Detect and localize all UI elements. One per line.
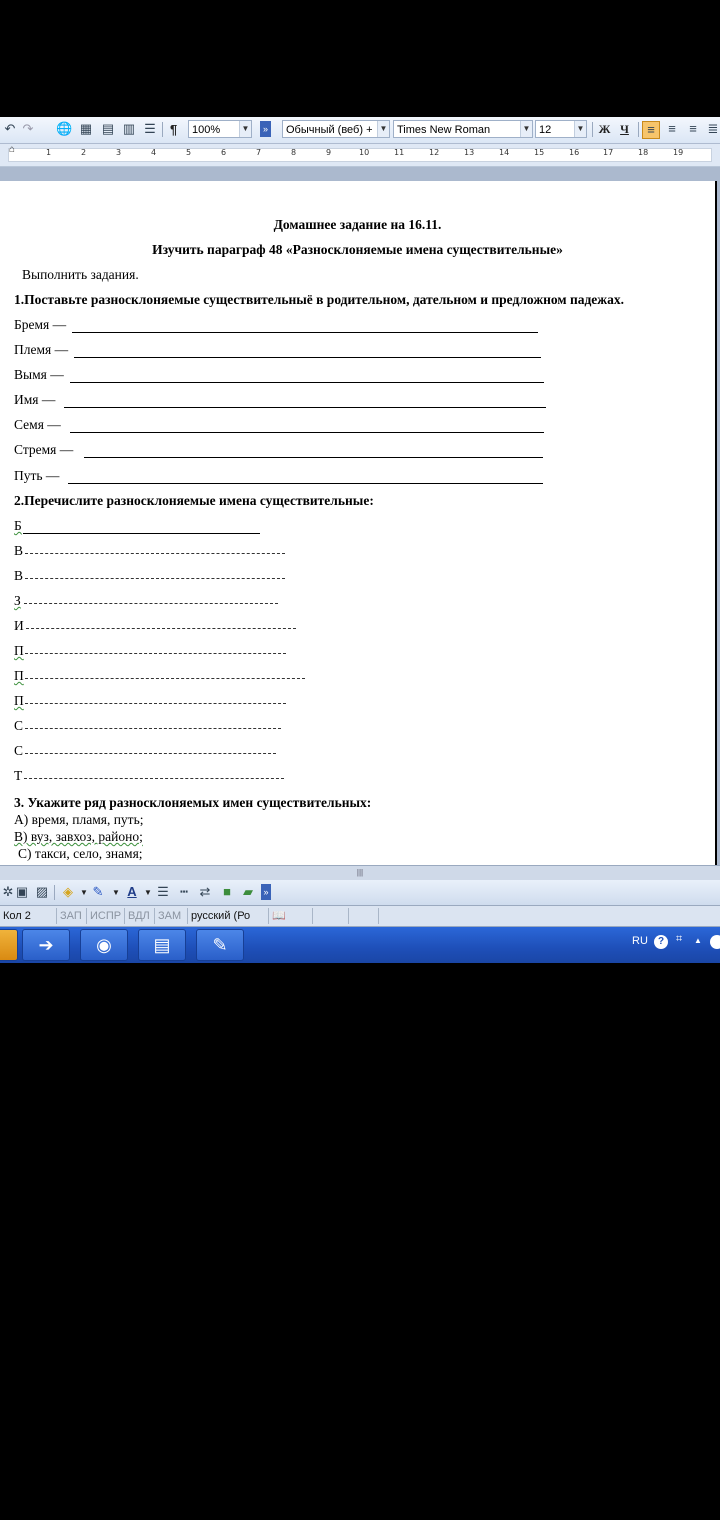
speaker-icon[interactable] [710, 935, 720, 949]
start-button[interactable] [0, 929, 18, 961]
answer-line [84, 457, 543, 458]
answer-line [64, 407, 546, 408]
ruler-tick: 6 [221, 148, 227, 157]
letter-line: П [14, 693, 24, 708]
ruler-tick: 5 [186, 148, 192, 157]
fill-color-icon[interactable]: ◈ [63, 884, 73, 899]
answer-dashes [25, 728, 281, 729]
underline-button[interactable]: Ч [620, 122, 629, 136]
columns-icon[interactable]: ☰ [144, 121, 156, 136]
horizontal-scrollbar[interactable] [0, 865, 720, 880]
answer-line [23, 533, 260, 534]
chevron-up-icon[interactable]: ▲ [694, 936, 702, 945]
ruler-tick: 8 [291, 148, 297, 157]
letter-line: З [14, 593, 21, 608]
taskbar-app-browser[interactable]: ➔ [22, 929, 70, 961]
answer-dashes [25, 753, 276, 754]
taskbar-app-player[interactable]: ◉ [80, 929, 128, 961]
toolbar-options-icon[interactable]: » [260, 121, 271, 137]
letter-line: И [14, 618, 24, 633]
document-page[interactable] [0, 181, 717, 865]
indent-marker-icon[interactable]: ⌂ [9, 144, 16, 155]
extend-indicator[interactable]: ВДЛ [124, 908, 153, 924]
option-item: В) вуз, завхоз, районо; [14, 829, 143, 844]
hyperlink-icon[interactable]: 🌐 [56, 121, 73, 136]
clipart-icon[interactable]: ▣ [15, 884, 29, 899]
taskbar-app-documents[interactable]: ▤ [138, 929, 186, 961]
style-value: Обычный (веб) + [286, 124, 373, 136]
answer-dashes [25, 653, 286, 654]
letter-line: П [14, 643, 24, 658]
font-select[interactable] [393, 120, 533, 138]
word-line: Семя — [14, 417, 61, 432]
chevron-down-icon[interactable]: ▼ [80, 888, 88, 897]
horizontal-ruler[interactable] [0, 144, 720, 167]
task-1-heading: 1.Поставьте разносклоняемые существительныё в родительном, дательном и предложном падежах. [14, 292, 624, 307]
letter-line: Т [14, 768, 23, 783]
ruler-tick: 18 [638, 148, 649, 157]
chevron-down-icon[interactable]: ▼ [112, 888, 120, 897]
align-center-icon[interactable]: ≡ [668, 121, 676, 136]
answer-dashes [25, 578, 285, 579]
zoom-select[interactable] [188, 120, 252, 138]
toolbar-separator [638, 122, 639, 137]
picture-icon[interactable]: ▨ [35, 884, 49, 899]
status-bar [0, 906, 720, 927]
answer-dashes [25, 553, 285, 554]
language-tray[interactable]: RU [632, 935, 648, 947]
shadow-icon[interactable]: ■ [223, 884, 231, 899]
chevron-down-icon: ▼ [239, 121, 251, 137]
letter-line: С [14, 743, 24, 758]
network-icon[interactable]: ⌗ [676, 933, 683, 945]
answer-line [70, 432, 544, 433]
word-line: Стремя — [14, 442, 74, 457]
font-size-value: 12 [539, 124, 552, 136]
ruler-tick: 4 [151, 148, 157, 157]
letter-line: Б [14, 518, 22, 533]
answer-line [72, 332, 538, 333]
show-formatting-icon[interactable]: ¶ [170, 122, 178, 137]
ruler-tick: 3 [116, 148, 122, 157]
toolbar-separator [592, 122, 593, 137]
taskbar-app-paint[interactable]: ✎ [196, 929, 244, 961]
toolbar-separator [54, 885, 55, 900]
ruler-tick: 7 [256, 148, 262, 157]
answer-dashes [26, 628, 296, 629]
chevron-down-icon[interactable]: ▼ [144, 888, 152, 897]
letter-line: П [14, 668, 24, 683]
ruler-tick: 14 [499, 148, 510, 157]
status-slot [312, 908, 349, 924]
ruler-tick: 15 [534, 148, 545, 157]
answer-line [68, 483, 543, 484]
gear-icon[interactable]: ✲ [2, 884, 14, 899]
answer-dashes [25, 678, 305, 679]
align-left-icon[interactable]: ≡ [642, 121, 660, 139]
doc-instruction: Выполнить задания. [22, 267, 139, 282]
undo-icon[interactable]: ↶ [4, 121, 16, 136]
zoom-value: 100% [192, 124, 221, 136]
insert-excel-icon[interactable]: ▥ [122, 121, 136, 136]
track-changes-indicator[interactable]: ИСПР [86, 908, 124, 924]
word-line: Бремя — [14, 317, 67, 332]
word-line: Имя — [14, 392, 56, 407]
toolbar-options-icon[interactable]: » [261, 884, 271, 900]
insert-table-icon[interactable]: ▤ [101, 121, 115, 136]
answer-dashes [24, 778, 284, 779]
taskbar [0, 927, 720, 963]
task-2-heading: 2.Перечислите разносклоняемые имена существительные: [14, 493, 374, 508]
doc-title: Домашнее задание на 16.11. [273, 217, 442, 232]
arrow-style-icon[interactable]: ⇄ [199, 884, 211, 899]
style-select[interactable] [282, 120, 390, 138]
help-icon[interactable]: ? [654, 935, 668, 949]
answer-dashes [24, 603, 278, 604]
spelling-status-icon[interactable]: 📖 [268, 908, 289, 924]
status-slot [378, 908, 411, 924]
answer-line [74, 357, 541, 358]
answer-dashes [25, 703, 286, 704]
overtype-indicator[interactable]: ЗАМ [154, 908, 184, 924]
toolbar-separator [162, 122, 163, 137]
align-right-icon[interactable]: ≡ [689, 121, 697, 136]
ruler-tick: 2 [81, 148, 87, 157]
language-indicator[interactable]: русский (Ро [187, 908, 253, 924]
ruler-tick: 11 [394, 148, 405, 157]
option-item: А) время, пламя, путь; [14, 812, 144, 827]
grip-icon: ||| [356, 868, 364, 877]
ruler-tick: 10 [359, 148, 370, 157]
ruler-tick: 9 [326, 148, 332, 157]
option-item: С) такси, село, знамя; [18, 846, 143, 861]
word-line: Племя — [14, 342, 69, 357]
tables-borders-icon[interactable]: ▦ [79, 121, 93, 136]
column-indicator: Кол 2 [3, 910, 31, 922]
line-color-icon[interactable]: ✎ [92, 884, 104, 899]
chevron-down-icon: ▼ [574, 121, 586, 137]
doc-subtitle: Изучить параграф 48 «Разносклоняемые имена существительные» [152, 242, 563, 257]
justify-icon[interactable]: ≣ [707, 121, 719, 136]
chevron-down-icon: ▼ [520, 121, 532, 137]
font-size-select[interactable] [535, 120, 587, 138]
status-slot [348, 908, 377, 924]
letter-line: В [14, 543, 24, 558]
chevron-down-icon: ▼ [377, 121, 389, 137]
drawing-toolbar [0, 880, 720, 906]
formatting-toolbar [0, 117, 720, 144]
bold-button[interactable]: Ж [598, 122, 611, 136]
font-color-icon[interactable]: A [127, 884, 137, 899]
record-indicator[interactable]: ЗАП [56, 908, 85, 924]
redo-icon[interactable]: ↷ [22, 121, 34, 136]
dash-style-icon[interactable]: ┅ [180, 884, 188, 899]
letter-line: В [14, 568, 24, 583]
font-value: Times New Roman [397, 124, 491, 136]
word-line: Вымя — [14, 367, 64, 382]
ruler-tick: 16 [569, 148, 580, 157]
letter-line: С [14, 718, 24, 733]
ruler-tick: 19 [673, 148, 684, 157]
ruler-tick: 1 [46, 148, 52, 157]
ruler-tick: 12 [429, 148, 440, 157]
task-3-heading: 3. Укажите ряд разносклоняемых имен существительных: [14, 795, 372, 810]
ruler-tick: 17 [603, 148, 614, 157]
answer-line [70, 382, 544, 383]
line-style-icon[interactable]: ☰ [157, 884, 169, 899]
word-line: Путь — [14, 468, 60, 483]
3d-icon[interactable]: ▰ [243, 884, 253, 899]
ruler-tick: 13 [464, 148, 475, 157]
